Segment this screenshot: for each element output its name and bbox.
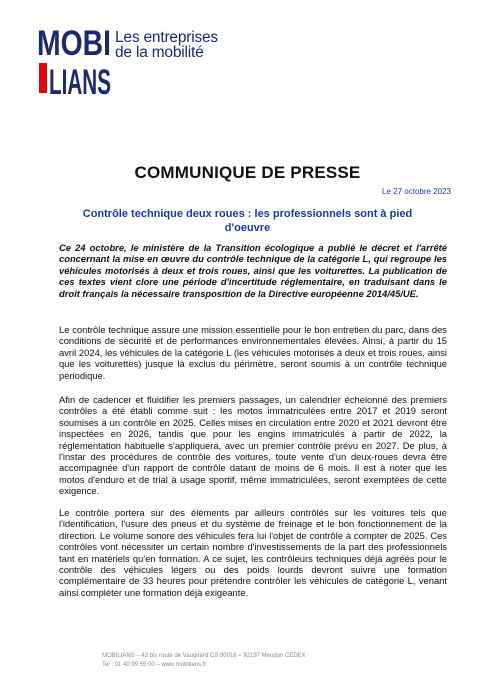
footer-address: MOBILIANS – 43 bis route de Vaugirard CS 80016 – 92197 Meudon CEDEX	[102, 653, 306, 659]
footer	[102, 652, 306, 670]
logo-tagline	[115, 30, 218, 60]
svg-text:LIANS: LIANS	[49, 63, 111, 102]
svg-text:MOBI: MOBI	[37, 24, 111, 63]
tagline-line-1: Les entreprises	[115, 29, 218, 46]
press-subtitle: Contrôle technique deux roues : les professionnels sont à pied d'oeuvre	[82, 208, 413, 234]
body-paragraph-3: Le contrôle portera sur des éléments par ailleurs contrôlés sur les voitures tels que l'identification, l'usure des pneus et du système de freinage et le bon fonctionnement de la direction. Le volume sonore des véhicules fera lui l'objet de contrôle à compter de 2025. Ces contrôles vont nécessiter un certain nombre d'investissements de la part des professionnels tant en matériels qu'en formation. A ce sujet, les contrôleurs techniques déjà agréés pour le contrôle des véhicules légers ou des poids lourds devront suivre une formation complémentaire de 33 heures pour prétendre contrôler les véhicules de catégorie L, venant ainsi compléter une formation déjà exigeante.	[59, 507, 447, 598]
mobilians-wordmark	[37, 26, 117, 104]
logo-red-bar	[39, 63, 47, 93]
footer-contact: Tel : 01 40 99 55 00 – www.mobilians.fr	[102, 662, 207, 668]
press-date: Le 27 octobre 2023	[382, 187, 451, 196]
lead-paragraph: Ce 24 octobre, le ministère de la Transition écologique a publié le décret et l'arrêté concernant la mise en œuvre du contrôle technique de la catégorie L, qui regroupe les véhicules motorisés à deux et trois roues, ainsi que les voiturettes. La publication de ces textes vient clore une période d'incertitude réglementaire, en traduisant dans le droit français la nécessaire transposition de la Directive européenne 2014/45/UE.	[59, 242, 447, 299]
body-paragraph-2: Afin de cadencer et fluidifier les premiers passages, un calendrier échelonné des premiers contrôles a été établi comme suit : les motos immatriculées entre 2017 et 2019 seront soumises à un contrôle en 2025. Celles mises en circulation entre 2020 et 2021 devront être inspectées en 2026, tandis que pour les engins immatriculés à partir de 2022, la réglementation habituelle s'appliquera, avec un premier contrôle prévu en 2027. De plus, à l'instar des procédures de contrôle des voitures, toute vente d'un deux-roues devra être accompagnée d'un rapport de contrôle datant de moins de 6 mois. Il est à noter que les motos d'enduro et de trial à usage sportif, même immatriculées, seront exemptées de cette exigence.	[59, 394, 447, 497]
mobilians-logo	[37, 26, 257, 106]
tagline-line-2: de la mobilité	[115, 44, 204, 61]
body-paragraph-1: Le contrôle technique assure une mission essentielle pour le bon entretien du parc, dans des conditions de sécurité et de performances environnementales élevées. Ainsi, à partir du 15 avril 2024, les véhicules de la catégorie L (les véhicules motorisés à deux et trois roues, ainsi que les voiturettes) jusque là exclus du périmètre, seront soumis à un contrôle technique périodique.	[59, 324, 447, 381]
page-title: COMMUNIQUE DE PRESSE	[134, 163, 361, 182]
